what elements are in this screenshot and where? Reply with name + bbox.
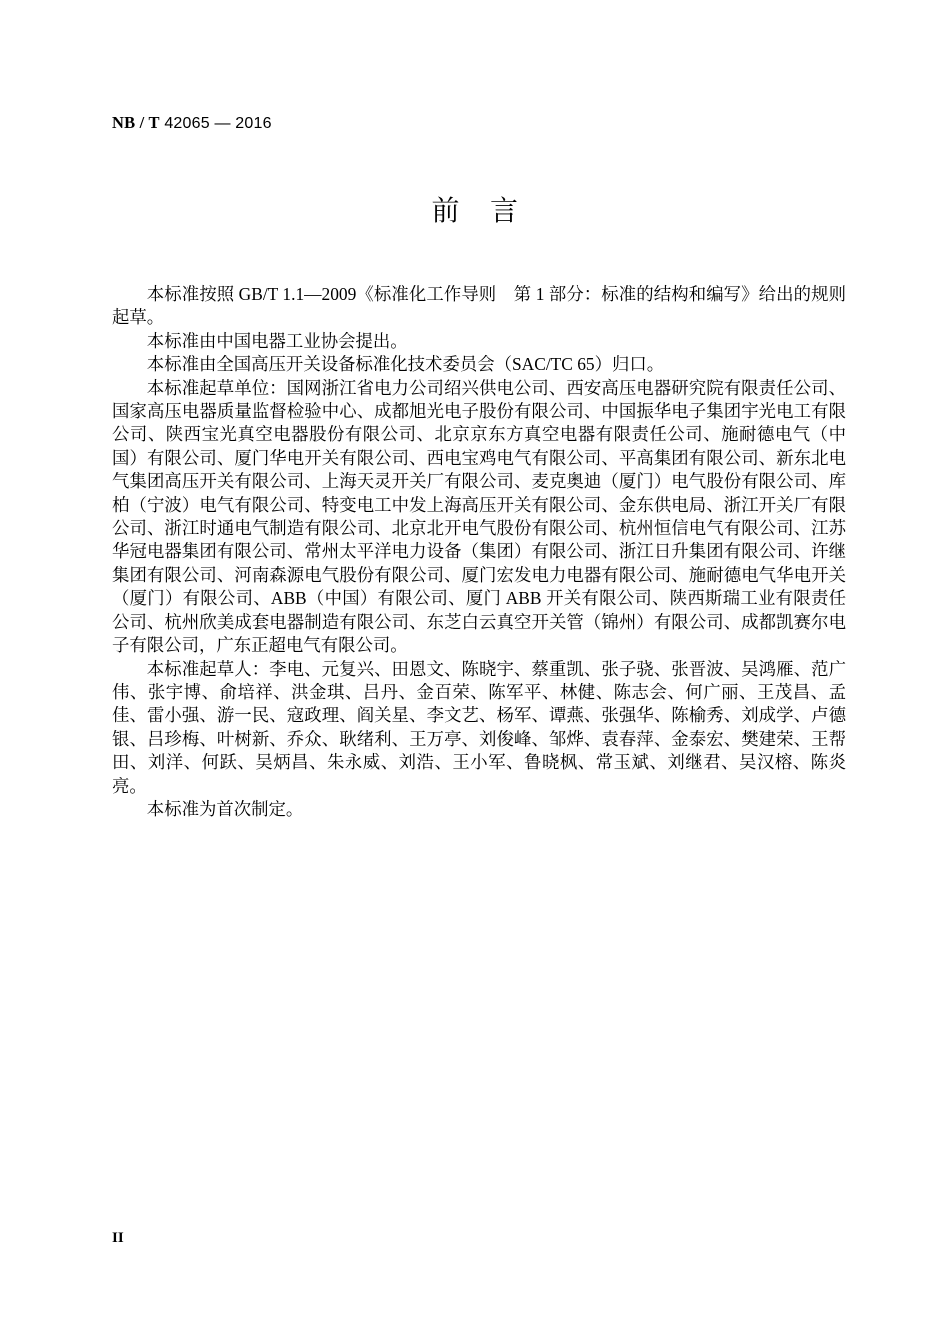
standard-number-rest: 42065 — 2016 xyxy=(159,115,272,132)
running-head-standard-number xyxy=(112,113,272,133)
page-number: II xyxy=(112,1230,124,1246)
paragraph-drafting-rules: 本标准按照 GB/T 1.1—2009《标准化工作导则 第 1 部分：标准的结构和编写》给出的规则起草。 xyxy=(112,284,846,328)
paragraph-first-issue: 本标准为首次制定。 xyxy=(146,798,304,819)
page-title xyxy=(0,189,950,229)
paragraph-proposed-by: 本标准由中国电器工业协会提出。 xyxy=(146,330,408,351)
page-title-char-1: 前 xyxy=(431,195,460,226)
page-title-char-2: 言 xyxy=(490,195,519,226)
standard-number-prefix: NB / T xyxy=(112,113,160,132)
paragraph-administered-by: 本标准由全国高压开关设备标准化技术委员会（SAC/TC 65）归口。 xyxy=(146,354,665,375)
paragraph-drafting-units: 本标准起草单位：国网浙江省电力公司绍兴供电公司、西安高压电器研究院有限责任公司、国家高压电器质量监督检验中心、成都旭光电子股份有限公司、中国振华电子集团宇光电工有限公司、陕西宝光真空电器股份有限公司、北京京东方真空电器有限责任公司、施耐德电气（中国）有限公司、厦门华电开关有限公司、西电宝鸡电气有限公司、平高集团有限公司、新东北电气集团高压开关有限公司、上海天灵开关厂有限公司、麦克奥迪（厦门）电气股份有限公司、库柏（宁波）电气有限公司、特变电工中发上海高压开关有限公司、金东供电局、浙江开关厂有限公司、浙江时通电气制造有限公司、北京北开电气股份有限公司、杭州恒信电气有限公司、江苏华冠电器集团有限公司、常州太平洋电力设备（集团）有限公司、浙江日升集团有限公司、许继集团有限公司、河南森源电气股份有限公司、厦门宏发电力电器有限公司、施耐德电气华电开关（厦门）有限公司、ABB（中国）有限公司、厦门 ABB 开关有限公司、陕西斯瑞工业有限责任公司、杭州欣美成套电器制造有限公司、东芝白云真空开关管（锦州）有限公司、成都凯赛尔电子有限公司，广东正超电气有限公司。 xyxy=(112,377,846,656)
foreword-body xyxy=(112,283,846,821)
paragraph-drafters: 本标准起草人：李电、元复兴、田恩文、陈晓宇、蔡重凯、张子骁、张晋波、吴鸿雁、范广伟、张宇博、俞培祥、洪金琪、吕丹、金百荣、陈军平、林健、陈志会、何广丽、王茂昌、孟佳、雷小强、游一民、寇政理、阎关星、李文艺、杨军、谭燕、张强华、陈榆秀、刘成学、卢德银、吕珍梅、叶树新、乔众、耿绪利、王万亭、刘俊峰、邹烨、袁春萍、金泰宏、樊建荣、王帮田、刘洋、何跃、吴炳昌、朱永威、刘浩、王小军、鲁晓枫、常玉斌、刘继君、吴汉榕、陈炎亮。 xyxy=(112,658,846,796)
